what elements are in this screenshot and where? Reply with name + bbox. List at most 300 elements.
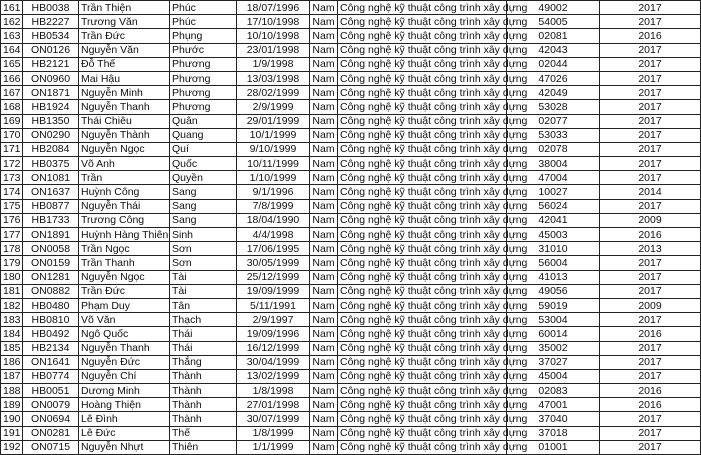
row-number-cell: 189 [1,398,23,412]
date-of-birth-cell: 9/10/1999 [237,142,310,156]
major-cell: Công nghệ kỹ thuật công trình xây dựng [338,157,507,171]
gender-cell: Nam [310,142,338,156]
student-code-cell: ON0058 [23,242,79,256]
student-code-cell: HB0534 [23,29,79,43]
student-code-cell: HB2134 [23,341,79,355]
student-code-cell: HB0492 [23,327,79,341]
first-name-cell: Thái [170,341,237,355]
graduation-year-cell: 2009 [600,213,701,227]
gender-cell: Nam [310,71,338,85]
first-name-cell: Thạch [170,313,237,327]
first-name-cell: Thành [170,398,237,412]
gender-cell: Nam [310,355,338,369]
row-number-cell: 166 [1,71,23,85]
major-cell: Công nghệ kỹ thuật công trình xây dựng [338,256,507,270]
last-middle-name-cell: Nguyễn Ngọc [79,270,170,284]
first-name-cell: Sang [170,213,237,227]
date-of-birth-cell: 4/4/1998 [237,228,310,242]
graduation-year-cell: 2017 [600,128,701,142]
row-number-cell: 171 [1,142,23,156]
table-row [1,298,701,312]
row-number-cell: 192 [1,440,23,454]
exam-code-cell: 56004 [507,256,600,270]
graduation-year-cell: 2014 [600,185,701,199]
student-code-cell: ON0126 [23,43,79,57]
exam-code-cell: 31010 [507,242,600,256]
exam-code-cell: 45004 [507,369,600,383]
exam-code-cell: 47001 [507,398,600,412]
student-code-cell: HB1924 [23,100,79,114]
last-middle-name-cell: Nguyễn Ngọc [79,142,170,156]
graduation-year-cell: 2017 [600,412,701,426]
last-middle-name-cell: Nguyễn Đức [79,355,170,369]
gender-cell: Nam [310,440,338,454]
graduation-year-cell: 2017 [600,86,701,100]
major-cell: Công nghệ kỹ thuật công trình xây dựng [338,284,507,298]
row-number-cell: 188 [1,384,23,398]
date-of-birth-cell: 18/04/1990 [237,213,310,227]
date-of-birth-cell: 29/01/1999 [237,114,310,128]
major-cell: Công nghệ kỹ thuật công trình xây dựng [338,426,507,440]
major-cell: Công nghệ kỹ thuật công trình xây dựng [338,86,507,100]
major-cell: Công nghệ kỹ thuật công trình xây dựng [338,384,507,398]
gender-cell: Nam [310,29,338,43]
row-number-cell: 175 [1,199,23,213]
first-name-cell: Thắng [170,355,237,369]
date-of-birth-cell: 30/04/1999 [237,355,310,369]
exam-code-cell: 53004 [507,313,600,327]
exam-code-cell: 59019 [507,298,600,312]
table-row [1,199,701,213]
exam-code-cell: 42041 [507,213,600,227]
exam-code-cell: 37018 [507,426,600,440]
date-of-birth-cell: 25/12/1999 [237,270,310,284]
row-number-cell: 164 [1,43,23,57]
major-cell: Công nghệ kỹ thuật công trình xây dựng [338,100,507,114]
student-code-cell: HB1733 [23,213,79,227]
last-middle-name-cell: Nguyễn Chí [79,369,170,383]
date-of-birth-cell: 23/01/1998 [237,43,310,57]
gender-cell: Nam [310,157,338,171]
table-row [1,171,701,185]
major-cell: Công nghệ kỹ thuật công trình xây dựng [338,228,507,242]
graduation-year-cell: 2009 [600,298,701,312]
date-of-birth-cell: 18/07/1996 [237,1,310,15]
last-middle-name-cell: Trần [79,171,170,185]
graduation-year-cell: 2017 [600,284,701,298]
table-row [1,1,701,15]
exam-code-cell: 02081 [507,29,600,43]
last-middle-name-cell: Nguyễn Thanh [79,100,170,114]
graduation-year-cell: 2017 [600,440,701,454]
student-code-cell: HB2227 [23,15,79,29]
graduation-year-cell: 2017 [600,256,701,270]
gender-cell: Nam [310,100,338,114]
row-number-cell: 181 [1,284,23,298]
student-code-cell: HB2084 [23,142,79,156]
gender-cell: Nam [310,1,338,15]
table-row [1,86,701,100]
first-name-cell: Thiên [170,440,237,454]
gender-cell: Nam [310,412,338,426]
first-name-cell: Sinh [170,228,237,242]
graduation-year-cell: 2017 [600,355,701,369]
date-of-birth-cell: 19/09/1999 [237,284,310,298]
row-number-cell: 161 [1,1,23,15]
gender-cell: Nam [310,313,338,327]
last-middle-name-cell: Võ Văn [79,313,170,327]
exam-code-cell: 54005 [507,15,600,29]
date-of-birth-cell: 27/01/1998 [237,398,310,412]
date-of-birth-cell: 7/8/1999 [237,199,310,213]
student-code-cell: HB0051 [23,384,79,398]
table-row [1,412,701,426]
last-middle-name-cell: Trần Ngọc [79,242,170,256]
row-number-cell: 177 [1,228,23,242]
table-row [1,313,701,327]
gender-cell: Nam [310,185,338,199]
major-cell: Công nghệ kỹ thuật công trình xây dựng [338,355,507,369]
last-middle-name-cell: Trần Thiện [79,1,170,15]
first-name-cell: Quí [170,142,237,156]
table-row [1,355,701,369]
table-row [1,426,701,440]
graduation-year-cell: 2017 [600,1,701,15]
date-of-birth-cell: 1/1/1999 [237,440,310,454]
first-name-cell: Phương [170,71,237,85]
row-number-cell: 162 [1,15,23,29]
graduation-year-cell: 2017 [600,341,701,355]
student-code-cell: ON1637 [23,185,79,199]
major-cell: Công nghệ kỹ thuật công trình xây dựng [338,114,507,128]
exam-code-cell: 53028 [507,100,600,114]
date-of-birth-cell: 2/9/1999 [237,100,310,114]
table-row [1,228,701,242]
last-middle-name-cell: Lê Đình [79,412,170,426]
date-of-birth-cell: 30/07/1999 [237,412,310,426]
last-middle-name-cell: Hoàng Thiện [79,398,170,412]
date-of-birth-cell: 16/12/1999 [237,341,310,355]
graduation-year-cell: 2017 [600,15,701,29]
graduation-year-cell: 2017 [600,157,701,171]
date-of-birth-cell: 17/06/1995 [237,242,310,256]
gender-cell: Nam [310,298,338,312]
date-of-birth-cell: 2/9/1997 [237,313,310,327]
gender-cell: Nam [310,256,338,270]
table-row [1,114,701,128]
table-row [1,284,701,298]
graduation-year-cell: 2017 [600,313,701,327]
last-middle-name-cell: Ngô Quốc [79,327,170,341]
exam-code-cell: 01001 [507,440,600,454]
student-code-cell: ON1281 [23,270,79,284]
gender-cell: Nam [310,199,338,213]
major-cell: Công nghệ kỹ thuật công trình xây dựng [338,199,507,213]
graduation-year-cell: 2017 [600,57,701,71]
student-code-cell: HB0877 [23,199,79,213]
date-of-birth-cell: 10/11/1999 [237,157,310,171]
gender-cell: Nam [310,242,338,256]
date-of-birth-cell: 19/09/1996 [237,327,310,341]
date-of-birth-cell: 1/8/1998 [237,384,310,398]
date-of-birth-cell: 13/03/1998 [237,71,310,85]
graduation-year-cell: 2017 [600,43,701,57]
row-number-cell: 187 [1,369,23,383]
first-name-cell: Thành [170,369,237,383]
exam-code-cell: 02077 [507,114,600,128]
row-number-cell: 182 [1,298,23,312]
row-number-cell: 174 [1,185,23,199]
last-middle-name-cell: Nguyễn Nhựt [79,440,170,454]
exam-code-cell: 49002 [507,1,600,15]
date-of-birth-cell: 17/10/1998 [237,15,310,29]
exam-code-cell: 47026 [507,71,600,85]
gender-cell: Nam [310,398,338,412]
last-middle-name-cell: Trần Đức [79,284,170,298]
last-middle-name-cell: Huỳnh Công [79,185,170,199]
gender-cell: Nam [310,128,338,142]
exam-code-cell: 53033 [507,128,600,142]
major-cell: Công nghệ kỹ thuật công trình xây dựng [338,213,507,227]
gender-cell: Nam [310,327,338,341]
first-name-cell: Tài [170,284,237,298]
major-cell: Công nghệ kỹ thuật công trình xây dựng [338,440,507,454]
last-middle-name-cell: Trần Thanh [79,256,170,270]
graduation-year-cell: 2016 [600,384,701,398]
student-code-cell: HB0038 [23,1,79,15]
major-cell: Công nghệ kỹ thuật công trình xây dựng [338,398,507,412]
first-name-cell: Sơn [170,256,237,270]
gender-cell: Nam [310,86,338,100]
last-middle-name-cell: Trương Văn [79,15,170,29]
graduation-year-cell: 2017 [600,369,701,383]
row-number-cell: 191 [1,426,23,440]
table-row [1,57,701,71]
exam-code-cell: 42043 [507,43,600,57]
table-row [1,341,701,355]
major-cell: Công nghệ kỹ thuật công trình xây dựng [338,270,507,284]
exam-code-cell: 02078 [507,142,600,156]
first-name-cell: Phước [170,43,237,57]
first-name-cell: Sang [170,199,237,213]
graduation-year-cell: 2017 [600,142,701,156]
table-row [1,100,701,114]
gender-cell: Nam [310,426,338,440]
table-row [1,142,701,156]
gender-cell: Nam [310,114,338,128]
first-name-cell: Phúc [170,15,237,29]
last-middle-name-cell: Phạm Duy [79,298,170,312]
first-name-cell: Thành [170,412,237,426]
first-name-cell: Quyền [170,171,237,185]
date-of-birth-cell: 9/1/1996 [237,185,310,199]
date-of-birth-cell: 5/11/1991 [237,298,310,312]
gender-cell: Nam [310,284,338,298]
student-code-cell: ON0159 [23,256,79,270]
major-cell: Công nghệ kỹ thuật công trình xây dựng [338,15,507,29]
gender-cell: Nam [310,369,338,383]
row-number-cell: 190 [1,412,23,426]
row-number-cell: 167 [1,86,23,100]
last-middle-name-cell: Nguyễn Văn [79,43,170,57]
student-code-cell: ON0290 [23,128,79,142]
row-number-cell: 169 [1,114,23,128]
row-number-cell: 165 [1,57,23,71]
gender-cell: Nam [310,384,338,398]
gender-cell: Nam [310,15,338,29]
first-name-cell: Quang [170,128,237,142]
first-name-cell: Quốc [170,157,237,171]
last-middle-name-cell: Nguyễn Thành [79,128,170,142]
graduation-year-cell: 2017 [600,426,701,440]
roster-body [1,1,701,455]
student-code-cell: HB1350 [23,114,79,128]
row-number-cell: 163 [1,29,23,43]
first-name-cell: Phúc [170,1,237,15]
first-name-cell: Phương [170,86,237,100]
table-row [1,270,701,284]
student-code-cell: HB0810 [23,313,79,327]
gender-cell: Nam [310,213,338,227]
major-cell: Công nghệ kỹ thuật công trình xây dựng [338,341,507,355]
graduation-year-cell: 2017 [600,199,701,213]
major-cell: Công nghệ kỹ thuật công trình xây dựng [338,412,507,426]
exam-code-cell: 45003 [507,228,600,242]
major-cell: Công nghệ kỹ thuật công trình xây dựng [338,142,507,156]
exam-code-cell: 02083 [507,384,600,398]
first-name-cell: Phụng [170,29,237,43]
row-number-cell: 172 [1,157,23,171]
student-code-cell: ON0281 [23,426,79,440]
row-number-cell: 186 [1,355,23,369]
first-name-cell: Tân [170,298,237,312]
major-cell: Công nghệ kỹ thuật công trình xây dựng [338,369,507,383]
last-middle-name-cell: Nguyễn Minh [79,86,170,100]
row-number-cell: 170 [1,128,23,142]
graduation-year-cell: 2017 [600,270,701,284]
student-code-cell: ON1641 [23,355,79,369]
last-middle-name-cell: Thái Chiêu [79,114,170,128]
gender-cell: Nam [310,341,338,355]
graduation-year-cell: 2017 [600,100,701,114]
major-cell: Công nghệ kỹ thuật công trình xây dựng [338,327,507,341]
exam-code-cell: 49056 [507,284,600,298]
major-cell: Công nghệ kỹ thuật công trình xây dựng [338,57,507,71]
row-number-cell: 176 [1,213,23,227]
table-row [1,213,701,227]
last-middle-name-cell: Lê Đức [79,426,170,440]
gender-cell: Nam [310,57,338,71]
table-row [1,369,701,383]
graduation-year-cell: 2013 [600,242,701,256]
exam-code-cell: 37040 [507,412,600,426]
last-middle-name-cell: Trương Công [79,213,170,227]
student-code-cell: HB0375 [23,157,79,171]
date-of-birth-cell: 28/02/1999 [237,86,310,100]
major-cell: Công nghệ kỹ thuật công trình xây dựng [338,298,507,312]
major-cell: Công nghệ kỹ thuật công trình xây dựng [338,242,507,256]
date-of-birth-cell: 30/05/1999 [237,256,310,270]
student-code-cell: ON0960 [23,71,79,85]
exam-code-cell: 38004 [507,157,600,171]
first-name-cell: Phương [170,100,237,114]
table-row [1,29,701,43]
last-middle-name-cell: Huỳnh Hàng Thiên [79,228,170,242]
major-cell: Công nghệ kỹ thuật công trình xây dựng [338,43,507,57]
student-code-cell: HB0480 [23,298,79,312]
row-number-cell: 185 [1,341,23,355]
exam-code-cell: 60014 [507,327,600,341]
first-name-cell: Sang [170,185,237,199]
table-row [1,440,701,454]
graduation-year-cell: 2016 [600,29,701,43]
major-cell: Công nghệ kỹ thuật công trình xây dựng [338,71,507,85]
exam-code-cell: 42049 [507,86,600,100]
exam-code-cell: 56024 [507,199,600,213]
table-row [1,128,701,142]
gender-cell: Nam [310,270,338,284]
gender-cell: Nam [310,43,338,57]
graduation-year-cell: 2016 [600,398,701,412]
student-code-cell: ON0882 [23,284,79,298]
major-cell: Công nghệ kỹ thuật công trình xây dựng [338,313,507,327]
first-name-cell: Phương [170,57,237,71]
row-number-cell: 173 [1,171,23,185]
date-of-birth-cell: 10/1/1999 [237,128,310,142]
major-cell: Công nghệ kỹ thuật công trình xây dựng [338,128,507,142]
table-row [1,398,701,412]
major-cell: Công nghệ kỹ thuật công trình xây dựng [338,185,507,199]
table-row [1,157,701,171]
date-of-birth-cell: 1/10/1999 [237,171,310,185]
last-middle-name-cell: Nguyễn Thái [79,199,170,213]
row-number-cell: 183 [1,313,23,327]
student-code-cell: ON1871 [23,86,79,100]
gender-cell: Nam [310,171,338,185]
table-row [1,71,701,85]
major-cell: Công nghệ kỹ thuật công trình xây dựng [338,29,507,43]
graduation-year-cell: 2016 [600,327,701,341]
table-row [1,384,701,398]
table-row [1,15,701,29]
graduation-year-cell: 2017 [600,114,701,128]
table-row [1,185,701,199]
graduation-year-cell: 2016 [600,228,701,242]
last-middle-name-cell: Trần Đức [79,29,170,43]
student-code-cell: ON0079 [23,398,79,412]
date-of-birth-cell: 1/8/1999 [237,426,310,440]
student-code-cell: ON1081 [23,171,79,185]
student-code-cell: ON1891 [23,228,79,242]
last-middle-name-cell: Dương Minh [79,384,170,398]
student-code-cell: HB2121 [23,57,79,71]
student-code-cell: HB0774 [23,369,79,383]
date-of-birth-cell: 13/02/1999 [237,369,310,383]
exam-code-cell: 47004 [507,171,600,185]
table-row [1,327,701,341]
first-name-cell: Thành [170,384,237,398]
first-name-cell: Sơn [170,242,237,256]
exam-code-cell: 02044 [507,57,600,71]
last-middle-name-cell: Nguyễn Thanh [79,341,170,355]
graduation-year-cell: 2017 [600,71,701,85]
first-name-cell: Tài [170,270,237,284]
date-of-birth-cell: 1/9/1998 [237,57,310,71]
graduation-year-cell: 2017 [600,171,701,185]
row-number-cell: 179 [1,256,23,270]
date-of-birth-cell: 10/10/1998 [237,29,310,43]
table-row [1,43,701,57]
